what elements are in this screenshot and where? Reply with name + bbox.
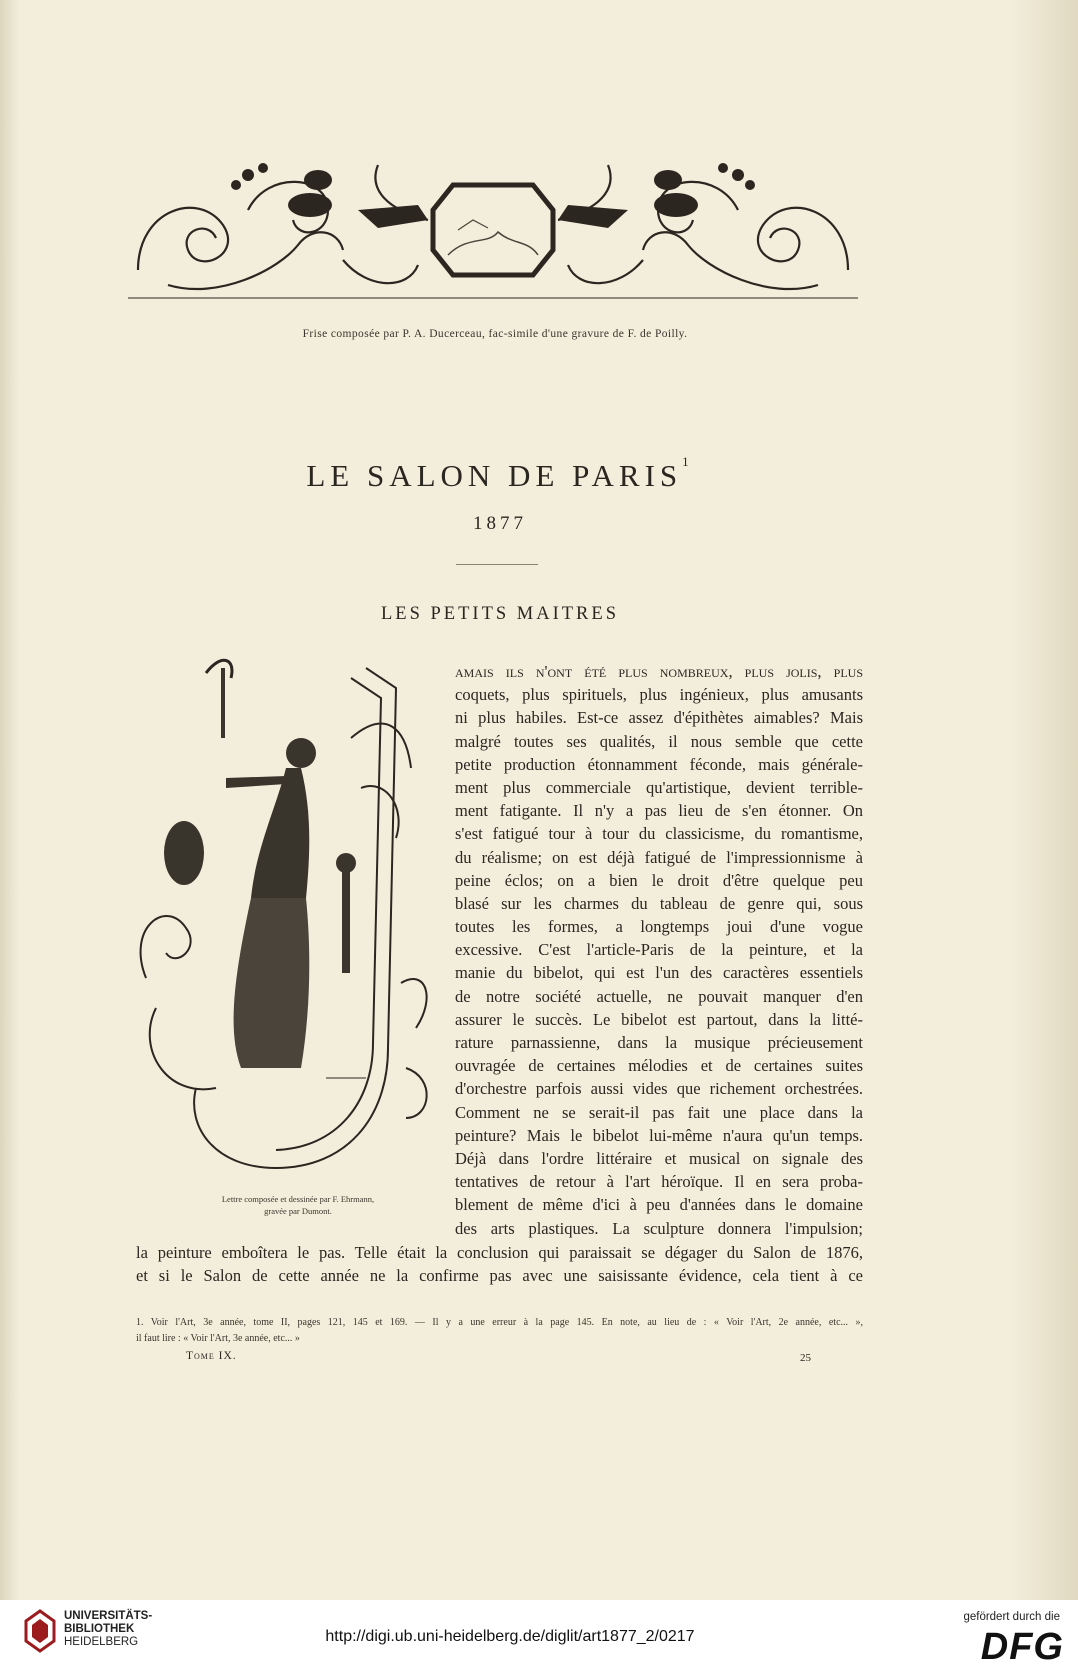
body-line: malgré toutes ses qualités, il nous semble que cette (455, 731, 863, 751)
body-line: peine éclos; on a bien le droit d'être quelque peu (455, 870, 863, 890)
article-body-full (136, 1241, 863, 1287)
footnote-line-1: 1. Voir l'Art, 3e année, tome II, pages 121, 145 et 169. — Il y a une erreur à la page 145. En note, au lieu de : « Voir l'Art, 2e année, etc... », (136, 1317, 863, 1328)
illustration-caption-line-2: gravée par Dumont. (264, 1206, 332, 1216)
dfg-logo[interactable]: DFG (980, 1626, 1064, 1668)
university-library-logo-icon[interactable] (22, 1607, 58, 1667)
library-name-line-1: UNIVERSITÄTS- (64, 1610, 153, 1622)
body-line: et si le Salon de cette année ne la confirme pas avec une saisissante évidence, cela tient à ce (136, 1266, 863, 1286)
article-title-text: LE SALON DE PARIS (306, 458, 683, 493)
body-line: Comment ne se serait-il pas fait une place dans la (455, 1102, 863, 1122)
body-line: des arts plastiques. La sculpture donnera l'impulsion; (455, 1218, 863, 1238)
library-name-line-3: HEIDELBERG (64, 1636, 139, 1648)
footnote (136, 1315, 863, 1347)
body-line: ni plus habiles. Est-ce assez d'épithètes aimables? Mais (455, 708, 863, 728)
body-line: blement de même d'ici à peu d'années dans le domaine (455, 1195, 863, 1215)
section-heading: LES PETITS MAITRES (381, 604, 619, 624)
body-line: peinture? Mais le bibelot lui-même n'aura qu'un temps. (455, 1125, 863, 1145)
body-line: amais ils n'ont été plus nombreux, plus jolis, plus (455, 662, 863, 681)
university-library-name[interactable] (64, 1610, 152, 1649)
footnote-marker: 1 (682, 454, 694, 469)
body-line: ment fatigante. Il n'y a pas lieu de s'en étonner. On (455, 801, 863, 821)
body-line: du réalisme; on est déjà fatigué de l'impressionnisme à (455, 847, 863, 867)
frieze-engraving (128, 150, 858, 300)
body-line: coquets, plus spirituels, plus ingénieux, plus amusants (455, 685, 863, 705)
initial-letter-engraving (126, 648, 438, 1186)
frieze-caption: Frise composée par P. A. Ducerceau, fac-simile d'une gravure de F. de Poilly. (302, 328, 688, 340)
body-line: d'orchestre parfois aussi vides que richement orchestrées. (455, 1079, 863, 1099)
body-line: excessive. C'est l'article-Paris de la peinture, et la (455, 940, 863, 960)
volume-label: Tome IX. (186, 1350, 237, 1362)
body-line: toutes les formes, a longtemps joui d'une vogue (455, 917, 863, 937)
article-year: 1877 (473, 513, 527, 534)
page-edge-shadow (1008, 0, 1078, 1600)
body-line: tentatives de retour à l'art héroïque. Il en sera proba- (455, 1172, 863, 1192)
illustration-caption (168, 1193, 428, 1217)
body-line: rature parnassienne, dans la musique précieusement (455, 1033, 863, 1052)
title-divider (456, 564, 538, 565)
illustration-caption-line-1: Lettre composée et dessinée par F. Ehrmann, (221, 1194, 375, 1204)
article-title (160, 454, 840, 494)
page-gutter-shadow (0, 0, 20, 1600)
body-line: la peinture emboîtera le pas. Telle était la conclusion qui paraissait se dégager du Salon de 1876, (136, 1243, 863, 1262)
library-name-line-2: BIBLIOTHEK (64, 1623, 135, 1635)
body-line: s'est fatigué tour à tour du classicisme, du romantisme, (455, 824, 863, 844)
body-line: ment plus commerciale qu'artistique, devient terrible- (455, 777, 863, 797)
body-line: Déjà dans l'ordre littéraire et musical on signale des (455, 1148, 863, 1168)
body-line: petite production étonnamment féconde, mais générale- (455, 754, 863, 774)
article-body-column (455, 660, 863, 1240)
body-line: de notre société actuelle, ne pouvait manquer d'en (455, 986, 863, 1006)
body-line: blasé sur les charmes du tableau de genre qui, sous (455, 893, 863, 913)
body-line: manie du bibelot, qui est l'un des caractères essentiels (455, 963, 863, 983)
footnote-line-2: il faut lire : « Voir l'Art, 3e année, etc... » (136, 1333, 300, 1344)
page-number: 25 (800, 1352, 811, 1364)
body-line: ouvragée de certaines mélodies et de certaines suites (455, 1056, 863, 1076)
permalink-url[interactable]: http://digi.ub.uni-heidelberg.de/diglit/art1877_2/0217 (325, 1628, 695, 1645)
body-line: assurer le succès. Le bibelot est partout, dans la litté- (455, 1009, 863, 1029)
funding-label: gefördert durch die (963, 1611, 1060, 1623)
